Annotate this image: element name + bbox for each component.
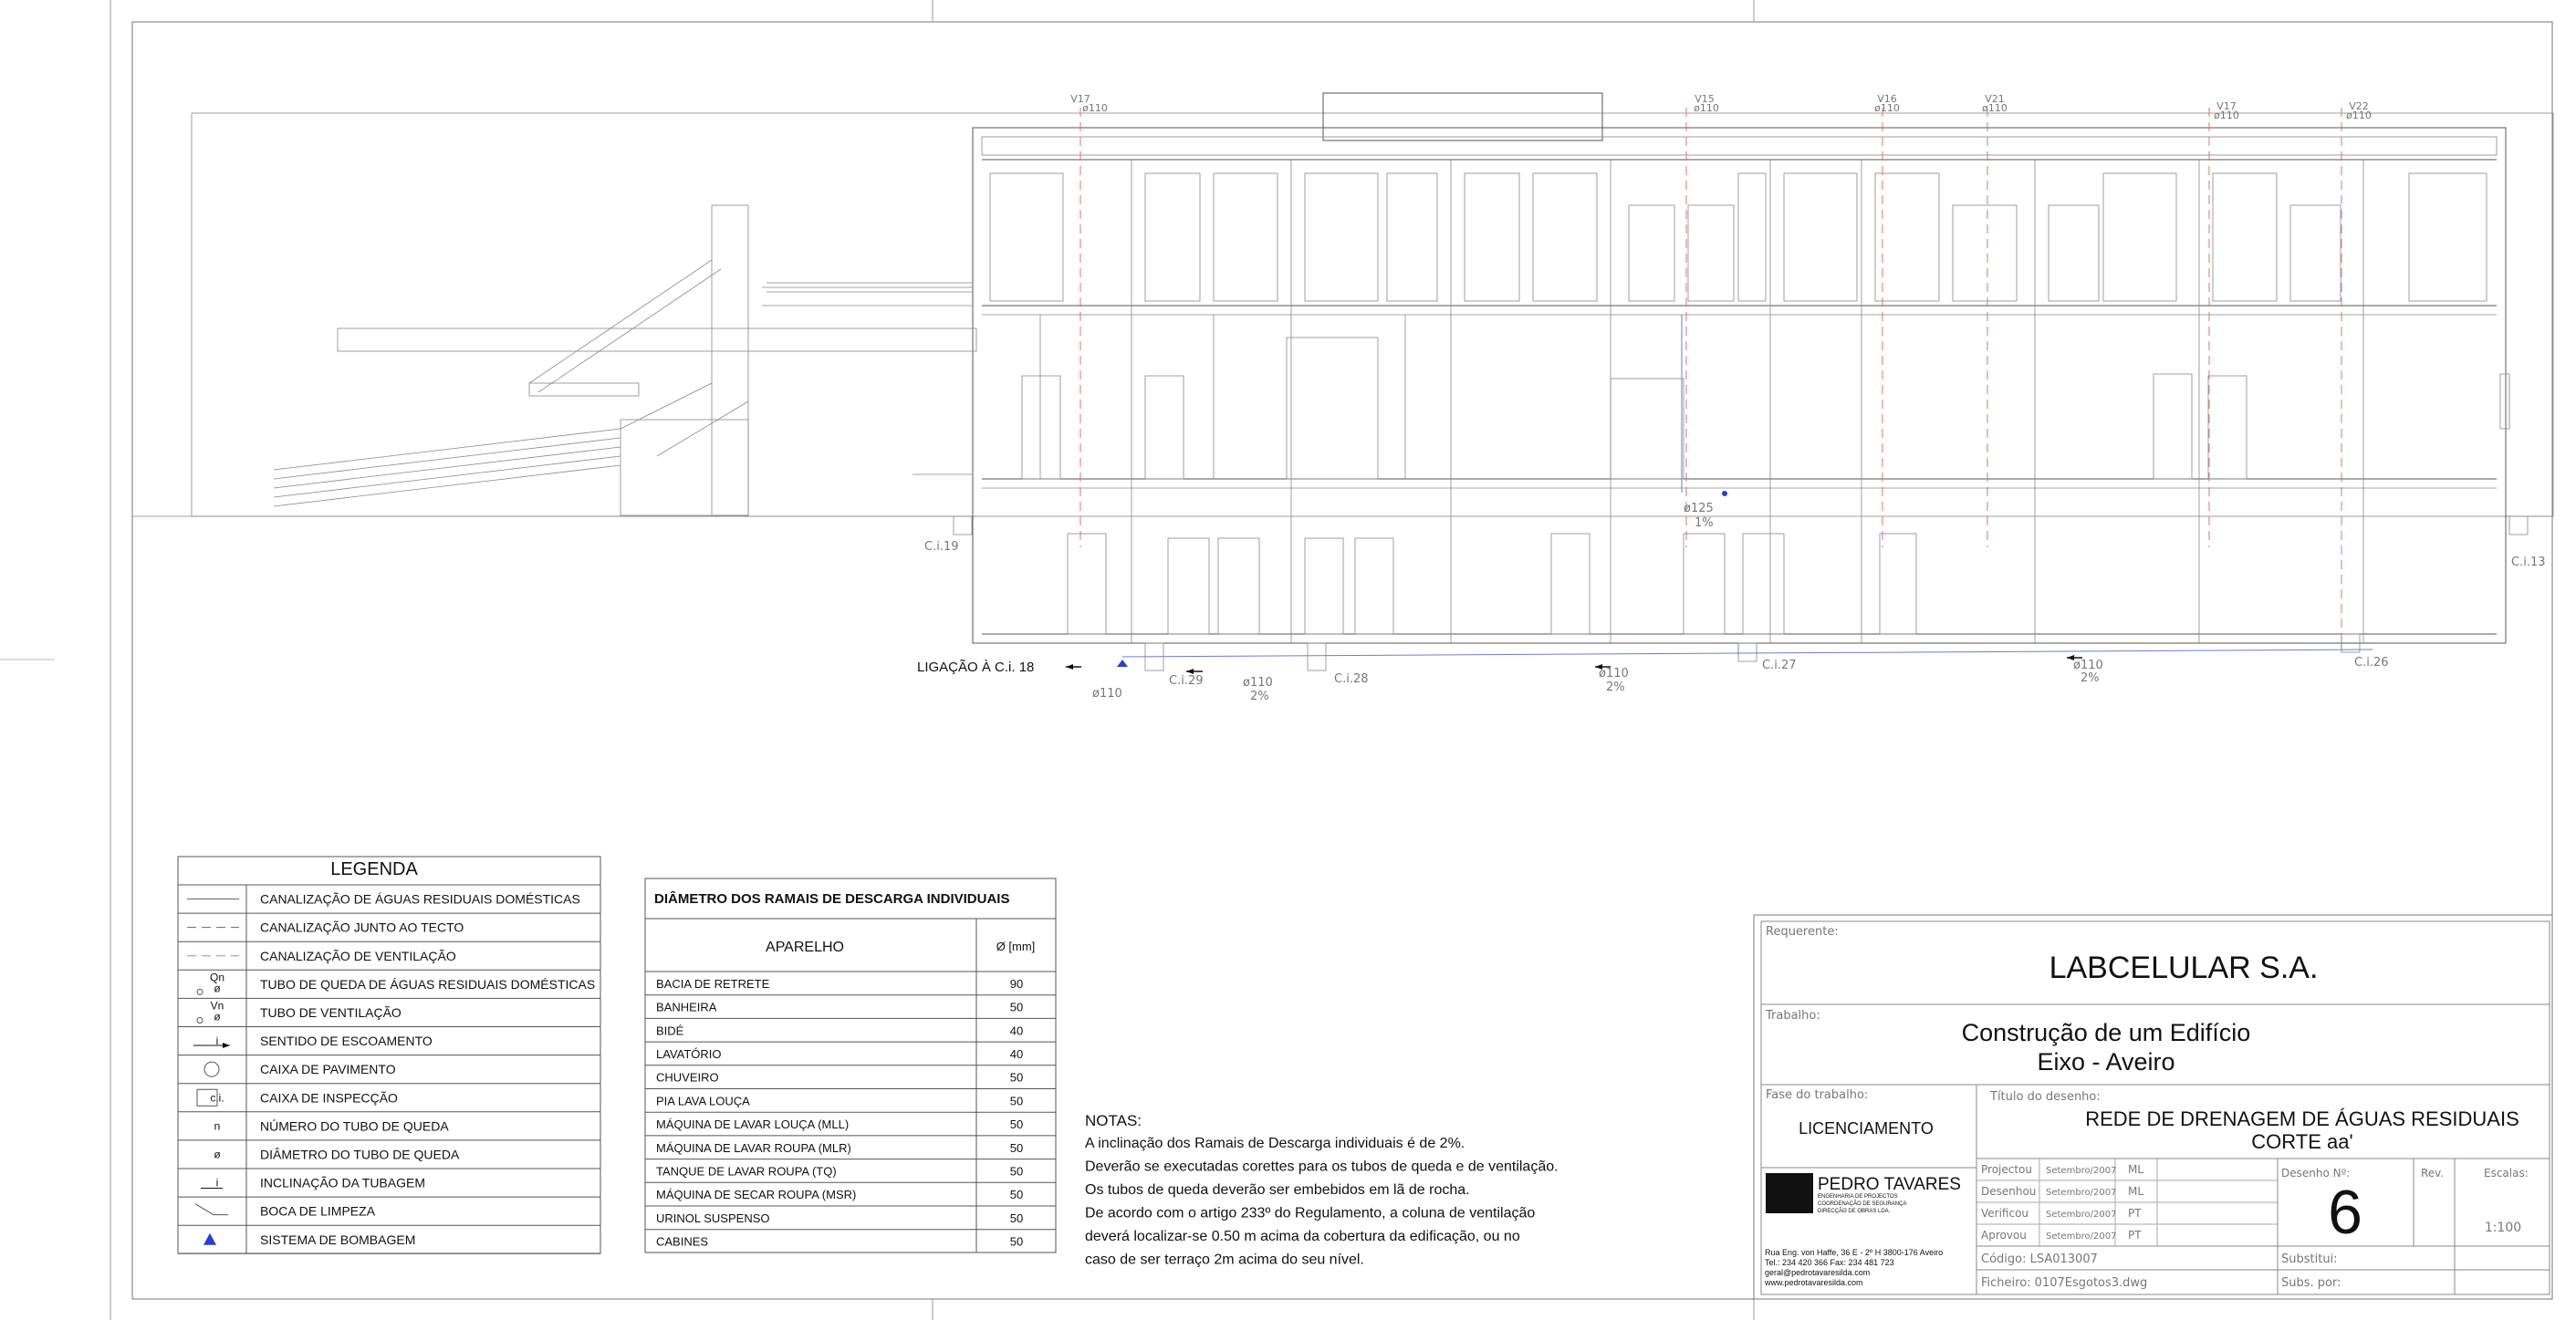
address: Rua Eng. von Haffe, 36 E - 2º H 3800-176 Aveiro	[1765, 1248, 1944, 1257]
legend-row	[201, 1176, 425, 1190]
legend-symbol	[204, 1062, 219, 1076]
legend-symbol	[193, 1034, 230, 1048]
fase: LICENCIAMENTO	[1799, 1119, 1934, 1138]
diameter-label: ø110	[1243, 676, 1273, 690]
device-diameter: 50	[1009, 1000, 1024, 1014]
stack-d: ø110	[1694, 102, 1719, 114]
requerente: LABCELULAR S.A.	[2049, 951, 2319, 985]
role-by: ML	[2128, 1185, 2144, 1198]
titulo-line-1: REDE DE DRENAGEM DE ÁGUAS RESIDUAIS	[2085, 1107, 2519, 1130]
role: Verificou	[1981, 1207, 2029, 1220]
device-diameter: 50	[1009, 1234, 1024, 1249]
stack-v: V17	[2216, 100, 2237, 112]
diameter-label: ø110	[1599, 667, 1629, 681]
legend-label: INCLINAÇÃO DA TUBAGEM	[260, 1175, 426, 1190]
role-by: PT	[2128, 1229, 2142, 1242]
legend-symbol-text: Qn	[209, 971, 225, 984]
device-name: PIA LAVA LOUÇA	[656, 1094, 750, 1108]
legend-symbol-text: Vn	[210, 999, 224, 1013]
notes-title: NOTAS:	[1085, 1112, 1142, 1129]
legend-symbol	[203, 1233, 216, 1245]
ficheiro: Ficheiro: 0107Esgotos3.dwg	[1981, 1276, 2148, 1290]
legend-label: CANALIZAÇÃO JUNTO AO TECTO	[260, 920, 464, 935]
codigo: Código: LSA013007	[1981, 1252, 2098, 1266]
notes	[1085, 1112, 1559, 1268]
legend-label: NÚMERO DO TUBO DE QUEDA	[260, 1118, 449, 1134]
legend-row	[187, 949, 456, 963]
company-sub: DIRECÇÃO DE OBRAS LDA.	[1818, 1209, 1891, 1214]
role-date: Setembro/2007	[2046, 1188, 2117, 1198]
legend-label: SISTEMA DE BOMBAGEM	[260, 1232, 416, 1247]
stack-v: V21	[1985, 93, 2005, 105]
role-row	[1981, 1207, 2142, 1220]
diameter-row	[656, 1235, 1023, 1249]
diameter-row	[656, 1047, 1023, 1061]
company-sub: COORDENAÇÃO DE SEGURANÇA	[1818, 1201, 1907, 1207]
device-name: MÁQUINA DE SECAR ROUPA (MSR)	[656, 1188, 857, 1202]
device-name: URINOL SUSPENSO	[656, 1211, 770, 1225]
diameter-row	[656, 977, 1023, 991]
stack-d: ø110	[2214, 109, 2239, 121]
role-row	[1981, 1185, 2143, 1198]
legend-title: LEGENDA	[330, 859, 418, 879]
legend-symbol	[197, 1089, 224, 1106]
device-name: BIDÉ	[656, 1024, 684, 1038]
diameter-row	[656, 1071, 1023, 1085]
role-date: Setembro/2007	[2046, 1166, 2117, 1176]
company-sub: ENGENHARIA DE PROJECTOS	[1818, 1194, 1898, 1200]
stack-v: V16	[1877, 93, 1897, 105]
legend-row	[204, 1062, 396, 1076]
device-diameter: 50	[1009, 1140, 1024, 1155]
ci-label: C.i.27	[1762, 659, 1797, 672]
legend-symbol-text: n	[214, 1119, 221, 1133]
trabalho-label: Trabalho:	[1766, 1009, 1820, 1023]
device-diameter: 50	[1009, 1188, 1024, 1202]
device-diameter: 90	[1009, 976, 1024, 991]
address: www.pedrotavaresilda.com	[1765, 1278, 1863, 1287]
fase-label: Fase do trabalho:	[1766, 1088, 1869, 1102]
diameter-row	[656, 1024, 1023, 1037]
device-diameter: 50	[1009, 1117, 1024, 1132]
diameter-row	[656, 1117, 1023, 1131]
escalas-label: Escalas:	[2484, 1167, 2529, 1180]
role: Desenhou	[1981, 1185, 2037, 1198]
device-name: BACIA DE RETRETE	[656, 976, 770, 991]
role: Projectou	[1981, 1163, 2033, 1176]
role: Aprovou	[1981, 1229, 2027, 1242]
legend-label: TUBO DE VENTILAÇÃO	[260, 1004, 402, 1020]
ci-label: C.i.28	[1334, 672, 1369, 686]
legend-label: SENTIDO DE ESCOAMENTO	[260, 1034, 433, 1049]
device-diameter: 50	[1009, 1094, 1024, 1108]
legend-row	[197, 971, 595, 994]
company-logo	[1766, 1173, 1813, 1213]
note-line: Deverão se executadas corettes para os tubos de queda e de ventilação.	[1085, 1159, 1559, 1175]
legend-label: DIÂMETRO DO TUBO DE QUEDA	[260, 1147, 460, 1162]
legend-row	[193, 1034, 433, 1048]
escala: 1:100	[2484, 1221, 2522, 1235]
legend-label: CAIXA DE INSPECÇÃO	[260, 1090, 398, 1106]
note-line: A inclinação dos Ramais de Descarga individuais é de 2%.	[1085, 1136, 1465, 1151]
diameter-table-title: DIÂMETRO DOS RAMAIS DE DESCARGA INDIVIDUAIS	[654, 891, 1010, 907]
legend-row	[203, 1232, 415, 1247]
legend-symbol-text: c.i.	[210, 1091, 224, 1105]
legend-symbol-text: i	[215, 1034, 219, 1048]
device-name: LAVATÓRIO	[656, 1046, 722, 1061]
ci-label: C.i.26	[2354, 656, 2389, 670]
device-name: MÁQUINA DE LAVAR ROUPA (MLR)	[656, 1140, 851, 1155]
titulo-line-2: CORTE aa'	[2251, 1130, 2353, 1153]
legend-symbol	[197, 971, 224, 994]
trabalho-line-1: Construção de um Edifício	[1961, 1019, 2251, 1046]
legend-symbol-text: i	[215, 1176, 219, 1190]
legend-symbol-text: ø	[214, 982, 221, 995]
legend-label: BOCA DE LIMPEZA	[260, 1203, 376, 1219]
note-line: De acordo com o artigo 233º do Regulamento, a coluna de ventilação	[1085, 1205, 1536, 1221]
legend-symbol	[201, 1177, 223, 1190]
col-diam-header: Ø [mm]	[996, 940, 1036, 953]
device-diameter: 40	[1009, 1024, 1024, 1038]
trabalho-line-2: Eixo - Aveiro	[2037, 1048, 2175, 1076]
ci-label: C.i.13	[2511, 556, 2546, 569]
diameter-row	[656, 1164, 1023, 1178]
note-line: caso de ser terraço 2m acima do seu nível.	[1085, 1252, 1364, 1268]
requerente-label: Requerente:	[1766, 925, 1839, 939]
stack-d: ø110	[2346, 109, 2372, 121]
address: Tel.: 234 420 366 Fax: 234 481 723	[1765, 1258, 1894, 1267]
role-row	[1981, 1163, 2143, 1176]
role-by: ML	[2128, 1163, 2144, 1176]
legend-row	[197, 1089, 398, 1106]
device-name: TANQUE DE LAVAR ROUPA (TQ)	[656, 1164, 837, 1179]
device-name: CHUVEIRO	[656, 1070, 719, 1085]
diameter-table	[645, 878, 1056, 1252]
device-diameter: 40	[1009, 1046, 1024, 1061]
stack-v: V15	[1695, 93, 1715, 105]
legend-label: CAIXA DE PAVIMENTO	[260, 1062, 396, 1077]
diameter-row	[656, 1001, 1023, 1014]
diameter-row	[656, 1141, 1023, 1155]
building-section	[132, 93, 2553, 674]
role-by: PT	[2128, 1207, 2142, 1220]
slope-label: 1%	[1695, 516, 1714, 530]
legend-label: TUBO DE QUEDA DE ÁGUAS RESIDUAIS DOMÉSTICAS	[260, 976, 596, 992]
diameter-row	[656, 1094, 1023, 1107]
note-line: Os tubos de queda deverão ser embebidos em lã de rocha.	[1085, 1182, 1470, 1198]
legend-symbol	[195, 1204, 228, 1215]
device-name: BANHEIRA	[656, 1000, 717, 1014]
diameter-label: ø110	[2073, 659, 2103, 672]
legend-row	[187, 920, 464, 935]
stack-v: V17	[1070, 93, 1090, 105]
legend-symbol-text: ø	[214, 1010, 221, 1024]
desenho-label: Desenho Nº:	[2281, 1167, 2351, 1180]
section-annotations	[917, 502, 2546, 703]
title-block	[1754, 915, 2552, 1299]
device-diameter: 50	[1009, 1211, 1024, 1225]
device-diameter: 50	[1009, 1164, 1024, 1179]
stack-d: ø110	[1082, 102, 1108, 114]
subs-por: Subs. por:	[2281, 1276, 2341, 1290]
legend-symbol-text: ø	[214, 1148, 221, 1161]
role-date: Setembro/2007	[2046, 1210, 2117, 1220]
slope-label: 2%	[1606, 681, 1625, 694]
diameter-row	[656, 1188, 1023, 1201]
company-name: PEDRO TAVARES	[1818, 1175, 1961, 1194]
stack-labels	[1070, 93, 2372, 121]
note-line: deverá localizar-se 0.50 m acima da cobertura da edificação, ou no	[1085, 1229, 1520, 1244]
diameter-row	[656, 1211, 1023, 1225]
connection-label: LIGAÇÃO À C.i. 18	[917, 660, 1035, 675]
device-diameter: 50	[1009, 1070, 1024, 1085]
role-row	[1981, 1229, 2142, 1242]
desenho-number: 6	[2328, 1178, 2362, 1247]
titulo-label: Título do desenho:	[1990, 1090, 2101, 1104]
legend-symbol	[197, 999, 224, 1023]
rev-label: Rev.	[2421, 1167, 2445, 1180]
legend-symbol	[214, 1148, 221, 1160]
legend-row	[214, 1118, 450, 1133]
legend-row	[214, 1147, 460, 1161]
diameter-label: ø110	[1092, 687, 1122, 701]
role-date: Setembro/2007	[2046, 1232, 2117, 1242]
legend-table	[178, 857, 600, 1253]
legend-row	[195, 1204, 376, 1219]
device-name: MÁQUINA DE LAVAR LOUÇA (MLL)	[656, 1117, 850, 1132]
slope-label: 2%	[1250, 690, 1269, 703]
substitui: Substitui:	[2281, 1252, 2338, 1266]
ci-label: C.i.29	[1169, 674, 1204, 688]
legend-symbol	[214, 1119, 221, 1132]
ci-label: C.i.19	[924, 540, 959, 554]
col-device-header: APARELHO	[766, 940, 844, 955]
address: geral@pedrotavaresilda.com	[1765, 1268, 1871, 1277]
stack-d: ø110	[1874, 102, 1900, 114]
slope-label: 2%	[2081, 671, 2100, 685]
diameter-label: ø125	[1684, 502, 1714, 515]
legend-row	[197, 999, 402, 1023]
legend-label: CANALIZAÇÃO DE ÁGUAS RESIDUAIS DOMÉSTICAS	[260, 891, 580, 907]
stack-v: V22	[2349, 100, 2369, 112]
legend-label: CANALIZAÇÃO DE VENTILAÇÃO	[260, 948, 456, 963]
device-name: CABINES	[656, 1234, 709, 1249]
stack-d: ø110	[1982, 102, 2008, 114]
